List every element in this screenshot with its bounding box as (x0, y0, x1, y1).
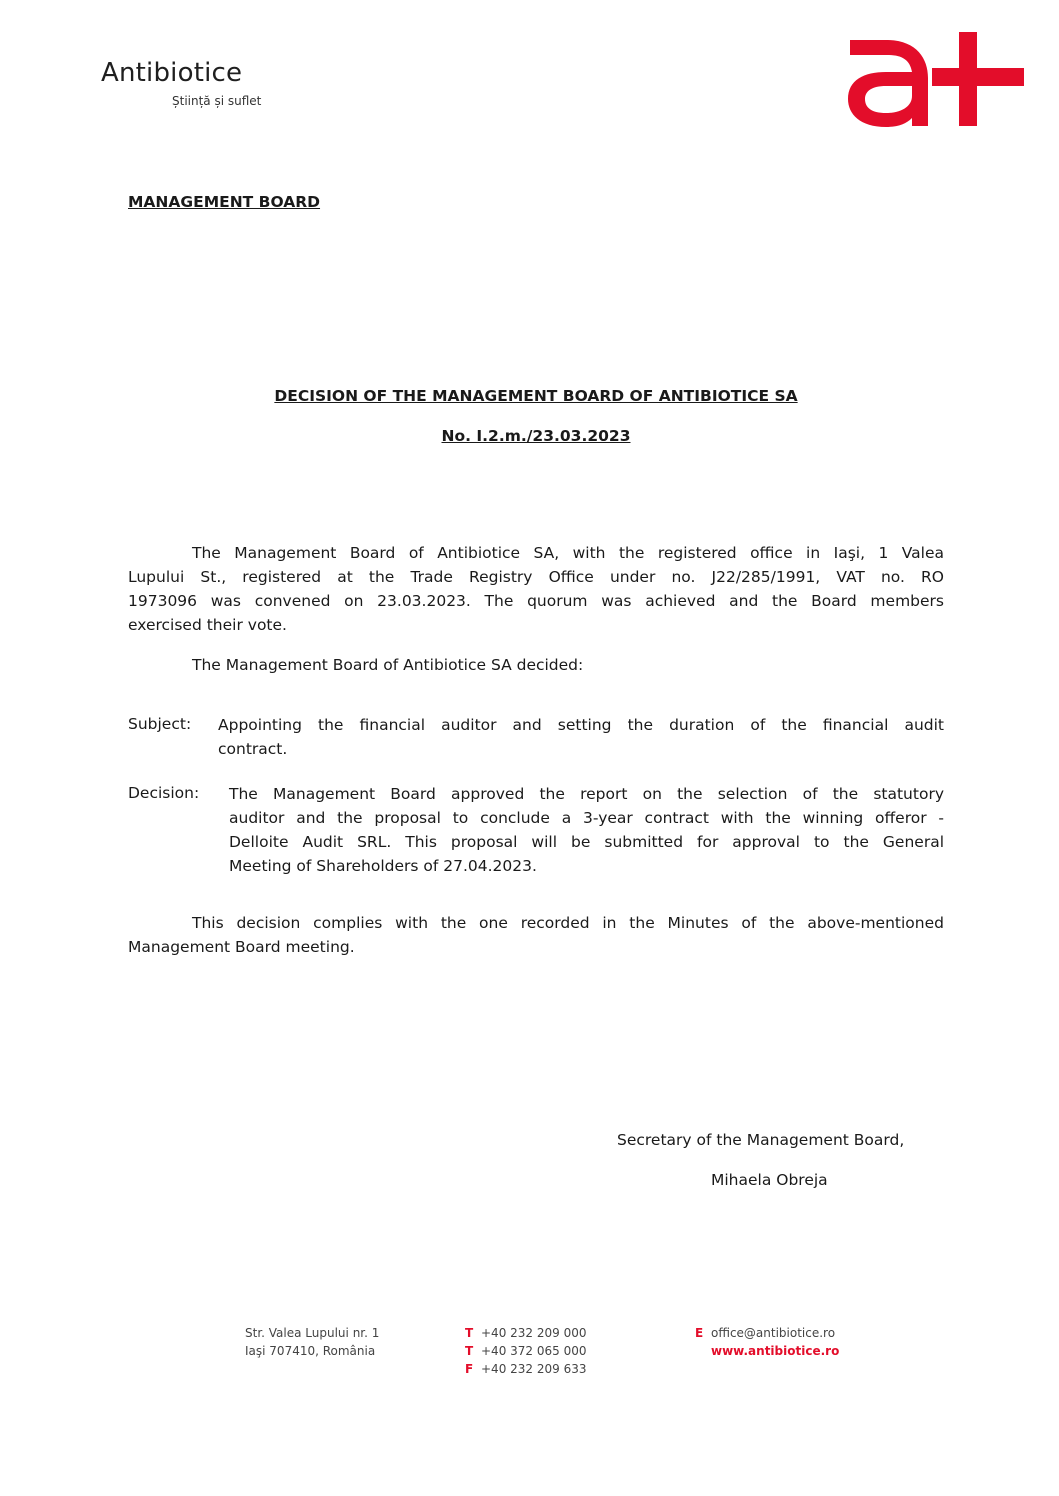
decision-line: Delloite Audit SRL. This proposal will be submitted for approval to the General (229, 833, 944, 851)
brand-tagline: Știință și suflet (172, 94, 262, 108)
decision-line: auditor and the proposal to conclude a 3-year contract with the winning offeror - (229, 809, 944, 827)
phone-number[interactable]: +40 232 209 000 (481, 1326, 587, 1340)
document-number: No. I.2.m./23.03.2023 (441, 427, 631, 445)
email-row (695, 1324, 839, 1342)
fax-letter: F (465, 1362, 474, 1376)
phone-number[interactable]: +40 372 065 000 (481, 1344, 587, 1358)
fax-row (465, 1360, 586, 1378)
signatory-name: Mihaela Obreja (711, 1171, 828, 1189)
decision-line: The Management Board approved the report on the selection of the statutory (229, 785, 944, 803)
brand-name: Antibiotice (101, 58, 243, 88)
document-title: DECISION OF THE MANAGEMENT BOARD OF ANTIBIOTICE SA (274, 387, 798, 405)
intro-line: The Management Board of Antibiotice SA, with the registered office in Iaşi, 1 Valea (192, 544, 944, 562)
email-letter: E (695, 1326, 704, 1340)
subject-line: Appointing the financial auditor and setting the duration of the financial audit (218, 716, 944, 734)
address-line: Iaşi 707410, România (245, 1344, 376, 1358)
logo-a-shape (848, 40, 928, 127)
subject-label: Subject: (128, 715, 192, 733)
footer-address (245, 1324, 379, 1360)
intro-line: 1973096 was convened on 23.03.2023. The quorum was achieved and the Board members (128, 592, 944, 610)
website-row (695, 1342, 839, 1360)
intro-line: Lupului St., registered at the Trade Registry Office under no. J22/285/1991, VAT no. RO (128, 568, 944, 586)
phone-letter: T (465, 1326, 474, 1340)
decision-text (229, 782, 944, 878)
compliance-line: This decision complies with the one recorded in the Minutes of the above-mentioned (192, 914, 944, 932)
intro-paragraph (128, 541, 944, 637)
fax-number: +40 232 209 633 (481, 1362, 587, 1376)
phone-letter: T (465, 1344, 474, 1358)
a-plus-logo (846, 28, 1026, 128)
decision-label: Decision: (128, 784, 200, 802)
compliance-line: Management Board meeting. (128, 938, 355, 956)
footer-phones (465, 1324, 586, 1378)
subject-text (218, 713, 944, 761)
decision-line: Meeting of Shareholders of 27.04.2023. (229, 857, 537, 875)
phone-row (465, 1342, 586, 1360)
department-heading: MANAGEMENT BOARD (128, 193, 321, 211)
decided-line: The Management Board of Antibiotice SA decided: (192, 656, 584, 674)
compliance-paragraph (128, 911, 944, 959)
footer-web (695, 1324, 839, 1360)
logo-plus-horizontal (932, 68, 1024, 86)
intro-line: exercised their vote. (128, 616, 287, 634)
subject-line: contract. (218, 740, 288, 758)
signatory-title: Secretary of the Management Board, (617, 1131, 905, 1149)
email-link[interactable]: office@antibiotice.ro (711, 1326, 836, 1340)
phone-row (465, 1324, 586, 1342)
website-link[interactable]: www.antibiotice.ro (711, 1344, 840, 1358)
address-line: Str. Valea Lupului nr. 1 (245, 1326, 380, 1340)
